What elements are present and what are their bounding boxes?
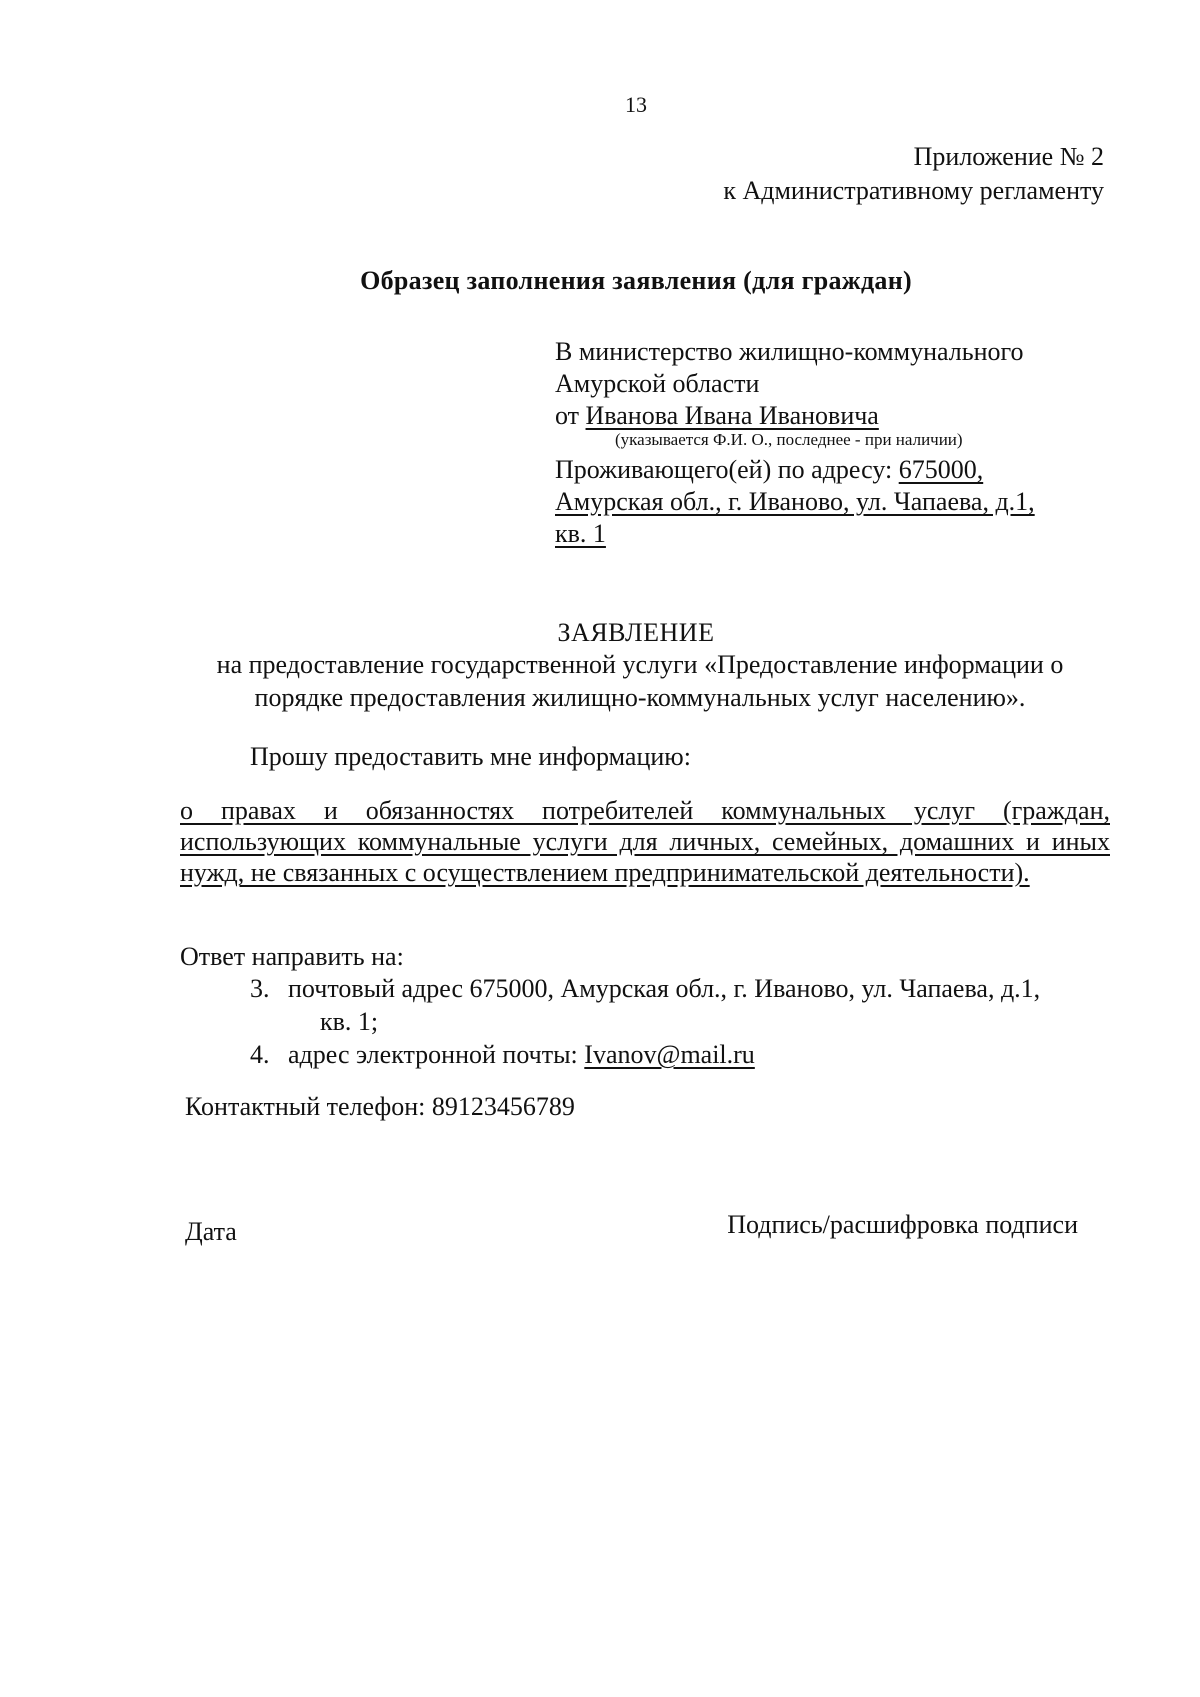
email-link[interactable]: Ivanov@mail.ru bbox=[584, 1040, 755, 1069]
postal-address-cont: кв. 1; bbox=[320, 1007, 379, 1036]
answer-list bbox=[250, 972, 1120, 1071]
address-prefix: Проживающего(ей) по адресу: bbox=[555, 455, 899, 484]
document-subject: на предоставление государственной услуги «Предоставление информации о порядке предоставления жилищно-коммунальных услуг населению». bbox=[216, 650, 1064, 712]
addressee-line-2: Амурской области bbox=[555, 369, 760, 398]
address-apartment: кв. 1 bbox=[555, 519, 606, 548]
request-text: Прошу предоставить мне информацию: bbox=[250, 742, 691, 771]
sample-title: Образец заполнения заявления (для граждан) bbox=[360, 266, 912, 295]
requested-info: о правах и обязанностях потребителей коммунальных услуг (граждан, использующих коммунальные услуги для личных, семейных, домашних и иных нужд, не связанных с осуществлением предпринимательской деятельности). bbox=[180, 796, 1110, 887]
address-line-1 bbox=[555, 454, 1115, 486]
appendix-line-2: к Административному регламенту bbox=[723, 176, 1104, 205]
answer-item-number: 4. bbox=[250, 1040, 270, 1069]
date-label: Дата bbox=[185, 1217, 237, 1246]
address-postcode: 675000, bbox=[898, 455, 984, 484]
address-line-3 bbox=[555, 518, 1115, 550]
answer-item-number: 3. bbox=[250, 974, 270, 1003]
applicant-name: Иванова Ивана Ивановича bbox=[585, 401, 879, 430]
postal-address: почтовый адрес 675000, Амурская обл., г. Иваново, ул. Чапаева, д.1, bbox=[288, 974, 1041, 1003]
signature-label: Подпись/расшифровка подписи bbox=[727, 1210, 1078, 1239]
from-prefix: от bbox=[555, 401, 586, 430]
address-line-2: Амурская обл., г. Иваново, ул. Чапаева, д.1, bbox=[555, 487, 1035, 516]
name-hint: (указывается Ф.И. О., последнее - при наличии) bbox=[615, 430, 963, 449]
document-title: ЗАЯВЛЕНИЕ bbox=[557, 618, 715, 647]
contact-phone: Контактный телефон: 89123456789 bbox=[185, 1092, 575, 1121]
email-prefix: адрес электронной почты: bbox=[288, 1040, 585, 1069]
answer-item-postal bbox=[250, 972, 1120, 1038]
addressee-line-1: В министерство жилищно-коммунального bbox=[555, 337, 1024, 366]
addressee-block bbox=[555, 336, 1115, 550]
addressee-from bbox=[555, 400, 1115, 432]
appendix-line-1: Приложение № 2 bbox=[913, 142, 1104, 171]
answer-label: Ответ направить на: bbox=[180, 942, 404, 971]
page-number: 13 bbox=[625, 92, 647, 117]
appendix-header bbox=[723, 140, 1104, 208]
answer-item-email bbox=[250, 1038, 1120, 1071]
